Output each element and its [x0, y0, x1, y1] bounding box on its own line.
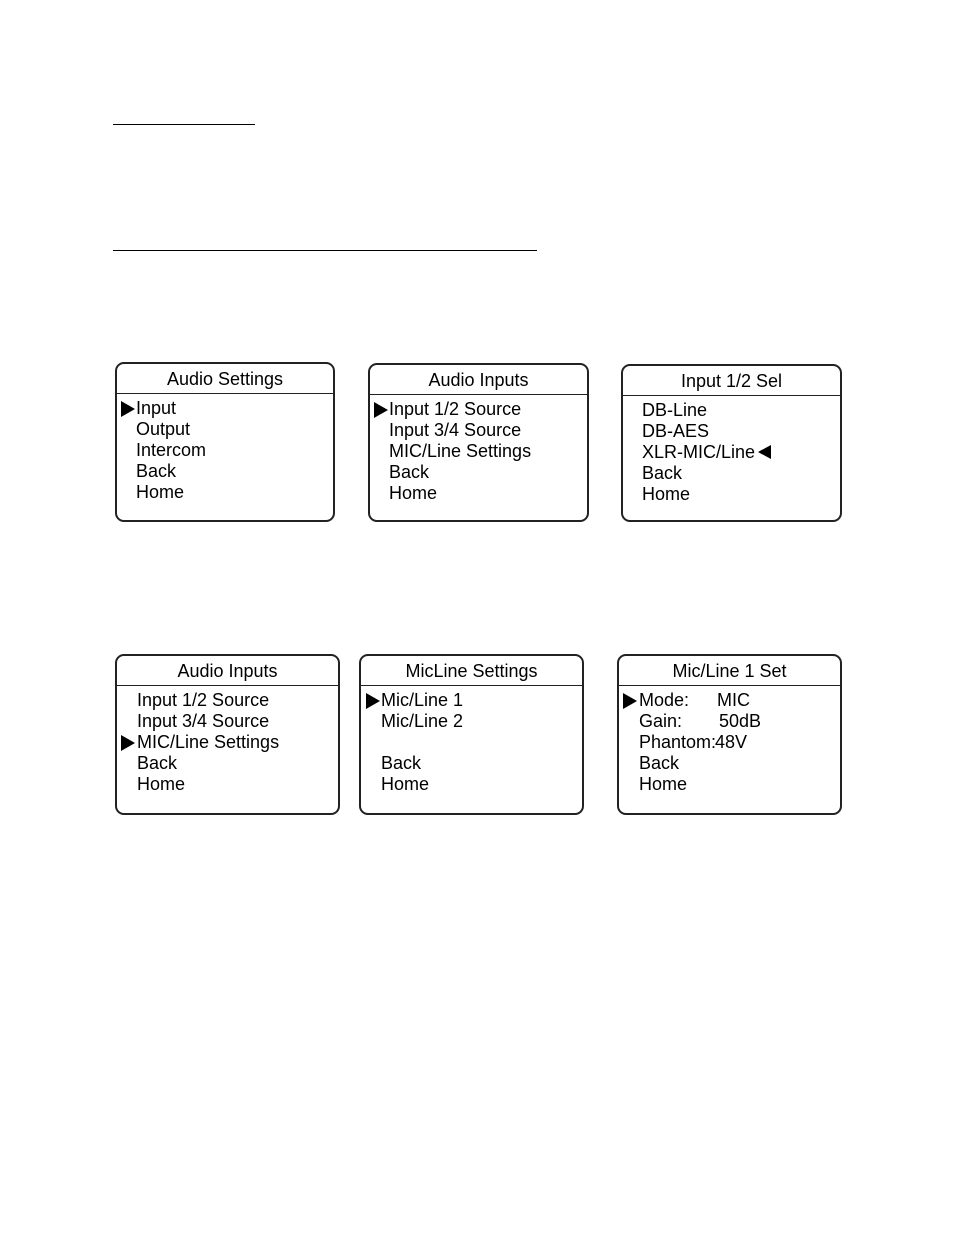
selection-pointer-icon: [366, 693, 380, 709]
menu-item[interactable]: [361, 774, 582, 795]
menu-item[interactable]: [361, 711, 582, 732]
menu-item-value: 50dB: [719, 711, 762, 731]
menu-item-label: Back: [381, 753, 422, 773]
menu-screen-1: [115, 362, 335, 522]
menu-item[interactable]: [619, 732, 840, 753]
menu-item-label: Home: [137, 774, 186, 794]
menu-item[interactable]: [117, 732, 338, 753]
menu-item[interactable]: [619, 753, 840, 774]
menu-item[interactable]: [619, 774, 840, 795]
menu-item-label: Input 1/2 Source: [137, 690, 270, 710]
selection-pointer-icon: [623, 693, 637, 709]
menu-item-value: 48V: [715, 732, 748, 752]
menu-item[interactable]: [623, 442, 840, 463]
heading-underline-short: [113, 124, 255, 125]
menu-item[interactable]: [117, 440, 333, 461]
menu-item[interactable]: [623, 421, 840, 442]
menu-item-label: Home: [381, 774, 430, 794]
menu-item-label: Home: [389, 483, 438, 503]
menu-item[interactable]: [623, 484, 840, 505]
screen-title: Audio Inputs: [370, 365, 587, 395]
menu-item[interactable]: [117, 711, 338, 732]
menu-screen-3: [621, 364, 842, 522]
menu-item[interactable]: [361, 732, 582, 753]
selection-pointer-icon: [121, 735, 135, 751]
menu-item[interactable]: [623, 463, 840, 484]
menu-item-label: Home: [136, 482, 185, 502]
menu-item[interactable]: [370, 399, 587, 420]
menu-item[interactable]: [117, 461, 333, 482]
menu-item-label: Mic/Line 1: [381, 690, 464, 710]
menu-screen-6: [617, 654, 842, 815]
menu-item-label: Input 3/4 Source: [137, 711, 270, 731]
menu-item-label: MIC/Line Settings: [137, 732, 280, 752]
selection-pointer-icon: [374, 402, 388, 418]
screen-title: MicLine Settings: [361, 656, 582, 686]
screen-title: Input 1/2 Sel: [623, 366, 840, 396]
menu-item-label: Input: [136, 398, 177, 418]
heading-underline-long: [113, 250, 537, 251]
menu-item-label: XLR-MIC/Line: [642, 442, 756, 462]
menu-item[interactable]: [370, 441, 587, 462]
menu-item[interactable]: [619, 690, 840, 711]
screen-title: Audio Settings: [117, 364, 333, 394]
menu-item[interactable]: [117, 482, 333, 503]
selection-pointer-icon: [121, 401, 135, 417]
menu-item-label: Back: [389, 462, 430, 482]
menu-item-label: MIC/Line Settings: [389, 441, 532, 461]
menu-item[interactable]: [370, 420, 587, 441]
menu-item-label: Input 1/2 Source: [389, 399, 522, 419]
menu-item-label: Back: [136, 461, 177, 481]
menu-item-label: DB-Line: [642, 400, 708, 420]
current-source-marker-icon: [758, 445, 771, 459]
menu-item-label: DB-AES: [642, 421, 710, 441]
menu-item-label: Intercom: [136, 440, 207, 460]
menu-item[interactable]: [619, 711, 840, 732]
menu-item[interactable]: [117, 753, 338, 774]
menu-item[interactable]: [370, 483, 587, 504]
menu-screen-2: [368, 363, 589, 522]
menu-item[interactable]: [117, 690, 338, 711]
menu-item[interactable]: [361, 753, 582, 774]
menu-item-label: Input 3/4 Source: [389, 420, 522, 440]
menu-item-value: MIC: [717, 690, 750, 710]
menu-item-label: Home: [639, 774, 688, 794]
menu-item[interactable]: [117, 398, 333, 419]
menu-item-label: Back: [137, 753, 178, 773]
menu-item[interactable]: [117, 419, 333, 440]
menu-screen-4: [115, 654, 340, 815]
menu-item-label: Home: [642, 484, 691, 504]
menu-item-label: Gain:: [639, 711, 683, 731]
menu-item[interactable]: [370, 462, 587, 483]
menu-item-label: Mode:: [639, 690, 690, 710]
menu-item-label: Output: [136, 419, 191, 439]
menu-item-label: Back: [639, 753, 680, 773]
menu-item-label: Back: [642, 463, 683, 483]
menu-item[interactable]: [117, 774, 338, 795]
menu-item[interactable]: [361, 690, 582, 711]
menu-item-label: Mic/Line 2: [381, 711, 464, 731]
menu-item[interactable]: [623, 400, 840, 421]
menu-item-label: Phantom:: [639, 732, 717, 752]
screen-title: Mic/Line 1 Set: [619, 656, 840, 686]
screen-title: Audio Inputs: [117, 656, 338, 686]
menu-screen-5: [359, 654, 584, 815]
